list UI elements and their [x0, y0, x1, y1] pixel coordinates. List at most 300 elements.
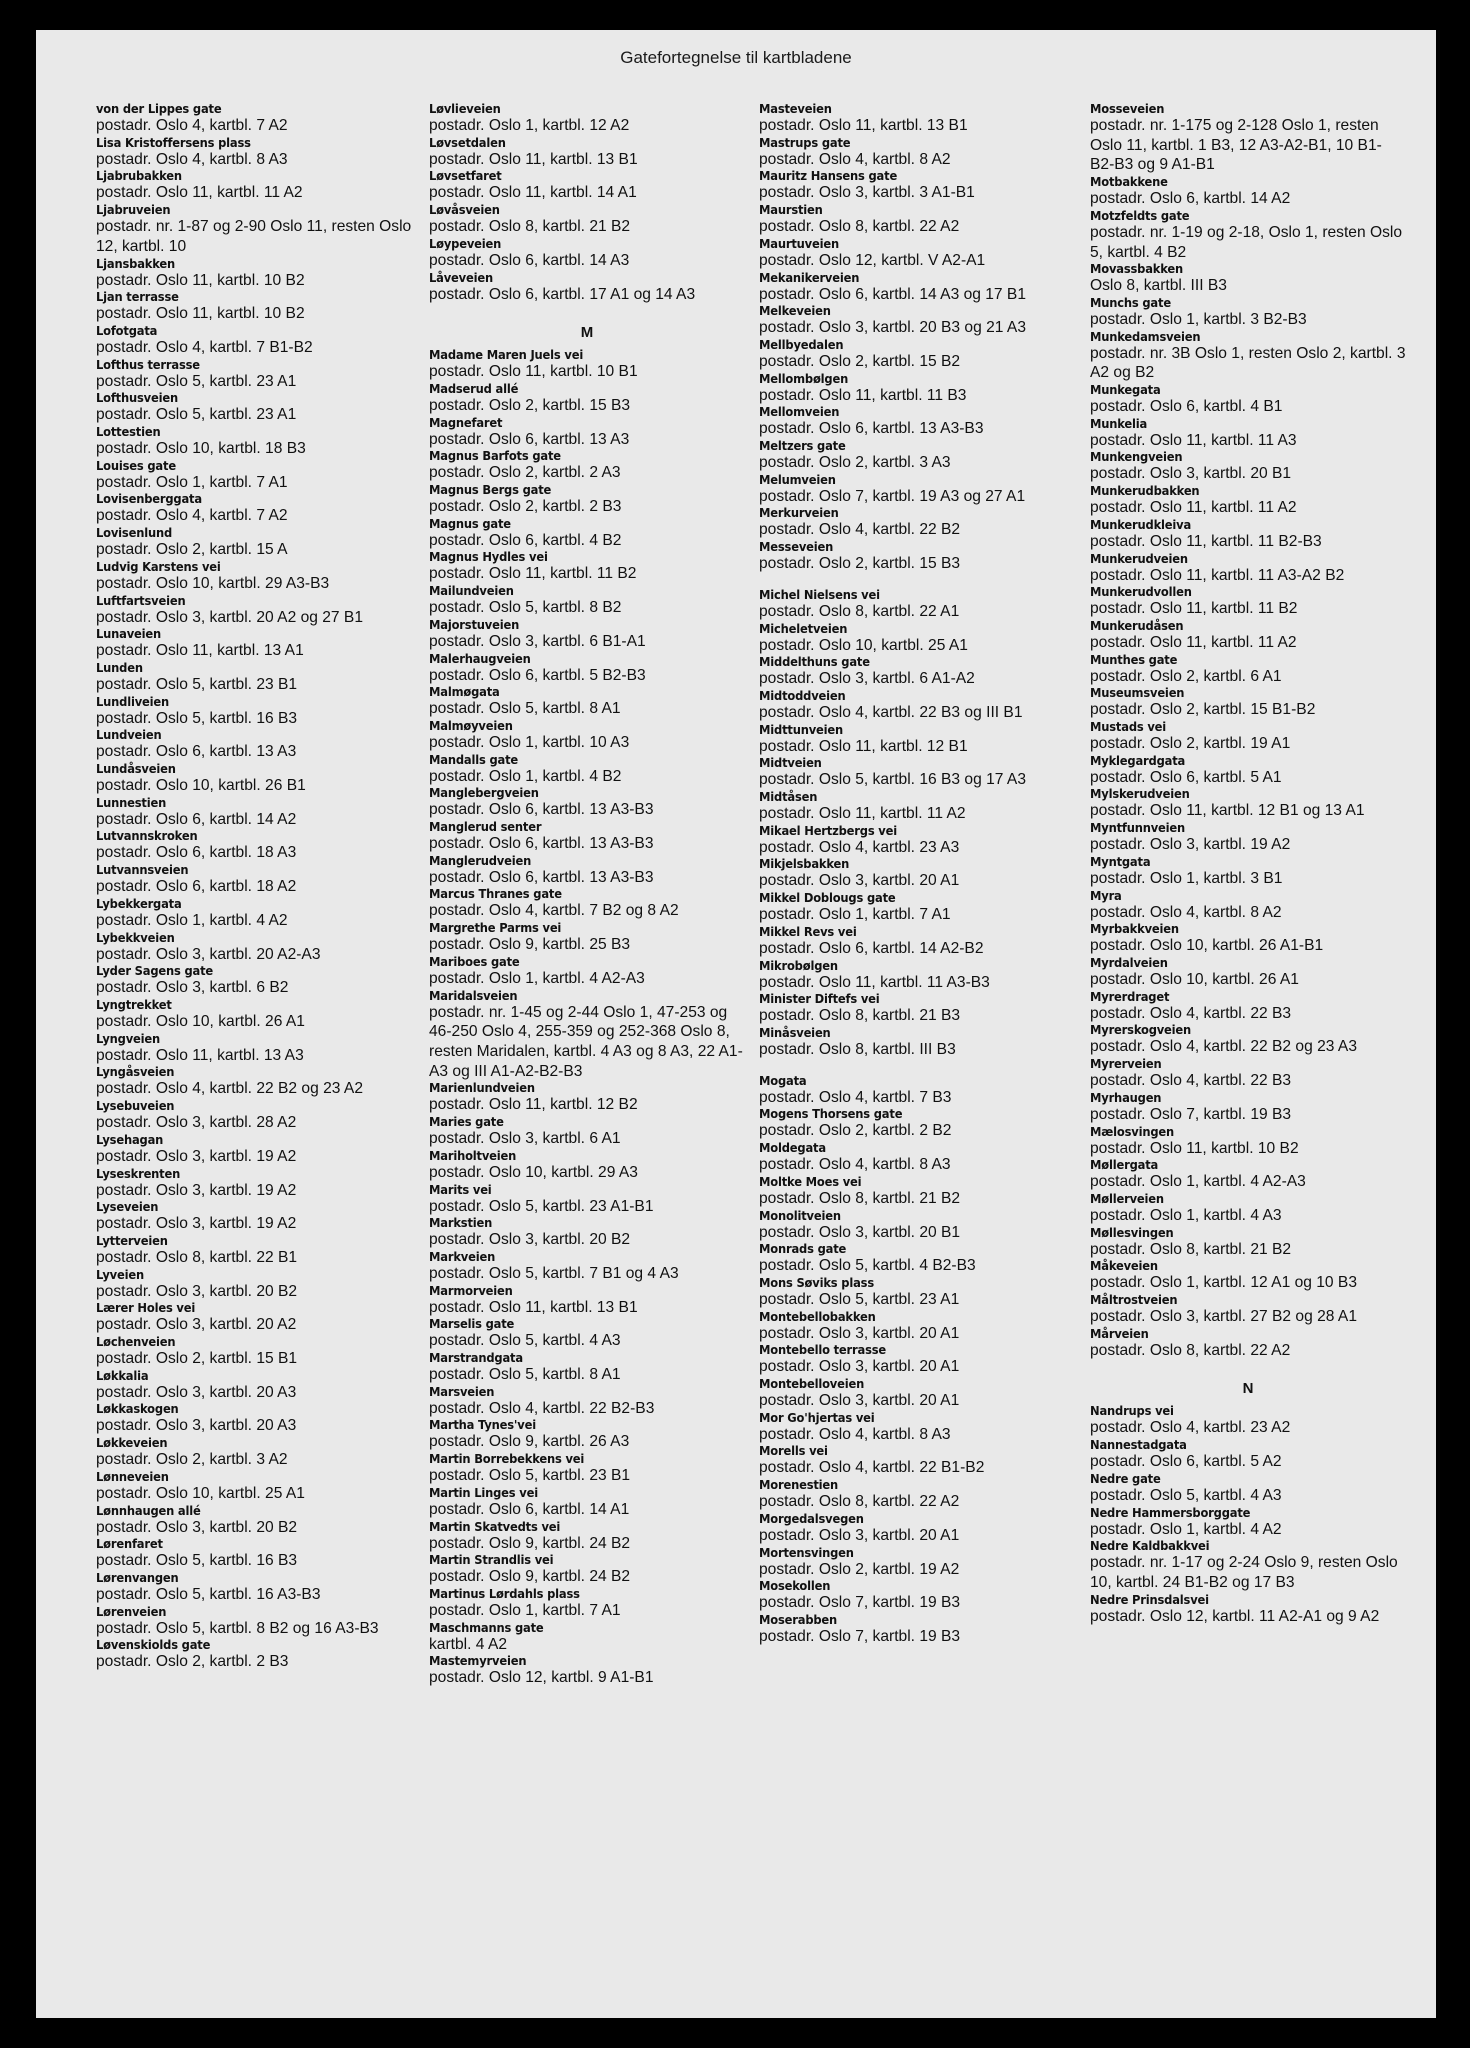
- street-entry: [759, 1175, 1075, 1209]
- street-address: postadr. Oslo 11, kartbl. 11 A3-B3: [759, 973, 990, 991]
- street-name: Mikkel Revs vei: [759, 923, 857, 939]
- street-name: Mælosvingen: [1090, 1123, 1175, 1139]
- street-name: Mastrups gate: [759, 134, 851, 150]
- street-address: postadr. Oslo 2, kartbl. 15 B1: [96, 1350, 298, 1368]
- street-entry: [429, 887, 745, 921]
- street-address: postadr. Oslo 3, kartbl. 20 B1: [759, 1223, 961, 1241]
- street-address: postadr. Oslo 3, kartbl. 20 A1: [759, 1358, 960, 1376]
- street-address: postadr. Oslo 3, kartbl. 19 A2: [96, 1147, 297, 1165]
- street-name: Manglerud senter: [429, 819, 542, 835]
- street-address: postadr. Oslo 11, kartbl. 11 A2: [96, 184, 303, 202]
- street-address: postadr. Oslo 3, kartbl. 20 B1: [1090, 465, 1292, 483]
- street-address: postadr. Oslo 6, kartbl. 14 A2-B2: [759, 939, 984, 957]
- street-name: Magnus gate: [429, 515, 511, 531]
- street-entry: [1090, 855, 1406, 889]
- street-name: Lyngtrekket: [96, 996, 172, 1012]
- street-address: postadr. Oslo 11, kartbl. 13 A1: [96, 642, 304, 660]
- street-name: Lyseskrenten: [96, 1165, 181, 1181]
- street-entry: [1090, 1593, 1406, 1627]
- street-name: Masteveien: [759, 101, 832, 116]
- street-entry: [96, 1369, 412, 1403]
- street-entry: [759, 1310, 1075, 1344]
- street-entry: [429, 416, 745, 450]
- street-name: von der Lippes gate: [96, 101, 222, 116]
- street-address: postadr. Oslo 7, kartbl. 19 A3 og 27 A1: [759, 487, 1026, 505]
- street-entry: [1090, 552, 1406, 586]
- street-name: Nannestadgata: [1090, 1437, 1187, 1453]
- street-address: postadr. Oslo 1, kartbl. 7 A1: [96, 473, 288, 491]
- street-name: Motzfeldts gate: [1090, 207, 1190, 223]
- street-entry: [759, 1377, 1075, 1411]
- street-address: postadr. Oslo 5, kartbl. 8 B2: [429, 599, 622, 617]
- street-entry: [1090, 1091, 1406, 1125]
- street-entry: [759, 1343, 1075, 1377]
- street-entry: [96, 169, 412, 203]
- street-entry: [429, 449, 745, 483]
- street-entry: [1090, 821, 1406, 855]
- street-name: Lundåsveien: [96, 761, 176, 777]
- paper-sheet: [36, 30, 1436, 2018]
- street-address: postadr. nr. 1-87 og 2-90 Oslo 11, resten Oslo 12, kartbl. 10: [96, 218, 412, 255]
- street-name: Myrerveien: [1090, 1056, 1162, 1072]
- street-name: Mons Søviks plass: [759, 1274, 874, 1290]
- street-entry: [429, 517, 745, 551]
- street-address: postadr. Oslo 11, kartbl. 13 A3: [96, 1046, 304, 1064]
- street-address: postadr. Oslo 9, kartbl. 25 B3: [429, 936, 631, 954]
- street-address: postadr. Oslo 4, kartbl. 22 B2 og 23 A2: [96, 1080, 363, 1098]
- street-entry: [429, 1317, 745, 1351]
- street-entry: [429, 237, 745, 271]
- street-address: postadr. Oslo 6, kartbl. 14 A2: [1090, 190, 1291, 208]
- street-name: Magnus Bergs gate: [429, 482, 552, 498]
- street-entry: [96, 1335, 412, 1369]
- street-name: Lyveien: [96, 1266, 144, 1282]
- street-entry: [759, 588, 1075, 622]
- street-name: Munkerudbakken: [1090, 483, 1200, 499]
- street-entry: [96, 594, 412, 628]
- street-name: Lærer Holes vei: [96, 1300, 196, 1316]
- street-address: postadr. Oslo 6, kartbl. 13 A3: [96, 743, 297, 761]
- street-name: Munchs gate: [1090, 294, 1171, 310]
- street-name: Magnus Hydles vei: [429, 549, 548, 565]
- street-address: postadr. Oslo 4, kartbl. 8 A2: [759, 150, 951, 168]
- street-name: Lovisenberggata: [96, 491, 202, 507]
- street-entry: [96, 425, 412, 459]
- street-entry: [1090, 1125, 1406, 1159]
- street-entry: [429, 652, 745, 686]
- street-entry: [429, 1149, 745, 1183]
- street-name: Mogens Thorsens gate: [759, 1106, 903, 1122]
- street-name: Museumsveien: [1090, 685, 1185, 701]
- street-entry: [759, 1478, 1075, 1512]
- street-name: Lisa Kristoffersens plass: [96, 134, 251, 150]
- street-entry: [1090, 518, 1406, 552]
- street-name: Mellombølgen: [759, 370, 849, 386]
- street-address: postadr. Oslo 2, kartbl. 15 B3: [429, 396, 631, 414]
- street-name: Lyngveien: [96, 1030, 161, 1046]
- street-name: Mellbyedalen: [759, 336, 844, 352]
- street-address: postadr. Oslo 2, kartbl. 15 B3: [759, 555, 961, 573]
- street-name: Ljan terrasse: [96, 289, 179, 305]
- street-address: postadr. Oslo 10, kartbl. 26 A1-B1: [1090, 937, 1324, 955]
- street-address: postadr. Oslo 2, kartbl. 2 A3: [429, 464, 621, 482]
- street-name: Lunden: [96, 659, 143, 675]
- street-name: Majorstuveien: [429, 616, 520, 632]
- street-entry: [429, 348, 745, 382]
- street-name: Myntgata: [1090, 853, 1151, 869]
- street-name: Moldegata: [759, 1140, 826, 1156]
- street-address: postadr. Oslo 5, kartbl. 4 A3: [1090, 1486, 1282, 1504]
- street-name: Lovisenlund: [96, 525, 173, 541]
- street-entry: [429, 618, 745, 652]
- street-name: Låveveien: [429, 269, 493, 285]
- street-name: Maurtuveien: [759, 235, 839, 251]
- street-address: postadr. Oslo 8, kartbl. 21 B2: [1090, 1240, 1292, 1258]
- street-name: Lutvannsveien: [96, 862, 189, 878]
- street-address: postadr. Oslo 6, kartbl. 5 B2-B3: [429, 666, 646, 684]
- street-entry: [759, 1444, 1075, 1478]
- street-name: Mariholtveien: [429, 1147, 517, 1163]
- index-column-4: [1090, 102, 1406, 1626]
- street-name: Maschmanns gate: [429, 1619, 544, 1635]
- street-address: postadr. Oslo 3, kartbl. 6 B1-A1: [429, 632, 646, 650]
- street-address: postadr. Oslo 4, kartbl. 22 B2: [759, 521, 961, 539]
- street-address: postadr. Oslo 1, kartbl. 3 B1: [1090, 869, 1283, 887]
- street-entry: [1090, 1057, 1406, 1091]
- street-entry: [1090, 1226, 1406, 1260]
- street-entry: [429, 1486, 745, 1520]
- street-entry: [96, 1571, 412, 1605]
- street-name: Munkelia: [1090, 415, 1148, 431]
- street-name: Mandalls gate: [429, 751, 519, 767]
- street-entry: [759, 1276, 1075, 1310]
- street-address: postadr. Oslo 7, kartbl. 19 B3: [1090, 1105, 1292, 1123]
- street-name: Midtåsen: [759, 789, 818, 805]
- street-name: Mårveien: [1090, 1325, 1149, 1341]
- street-name: Midtveien: [759, 755, 822, 771]
- street-entry: [1090, 296, 1406, 330]
- street-entry: [96, 1065, 412, 1099]
- street-entry: [759, 1512, 1075, 1546]
- street-name: Lunaveien: [96, 626, 162, 642]
- street-entry: [1090, 1472, 1406, 1506]
- street-name: Løkkalia: [96, 1367, 149, 1383]
- street-name: Myrerdraget: [1090, 988, 1170, 1004]
- street-entry: [429, 1115, 745, 1149]
- street-address: postadr. Oslo 10, kartbl. 18 B3: [96, 440, 306, 458]
- street-address: postadr. Oslo 3, kartbl. 28 A2: [96, 1114, 297, 1132]
- street-address: postadr. Oslo 1, kartbl. 7 A1: [759, 906, 951, 924]
- street-name: Lunnestien: [96, 794, 167, 810]
- street-name: Messeveien: [759, 539, 834, 555]
- street-address: postadr. Oslo 5, kartbl. 23 B1: [429, 1467, 631, 1485]
- street-name: Løvsetdalen: [429, 134, 506, 150]
- street-name: Munkerudveien: [1090, 550, 1188, 566]
- street-entry: [759, 857, 1075, 891]
- street-name: Lyder Sagens gate: [96, 963, 214, 979]
- street-entry: [429, 1385, 745, 1419]
- street-entry: [1090, 956, 1406, 990]
- street-entry: [429, 753, 745, 787]
- street-address: postadr. Oslo 11, kartbl. 11 A3: [1090, 431, 1297, 449]
- street-name: Magnefaret: [429, 414, 503, 430]
- street-name: Mailundveien: [429, 583, 514, 599]
- street-address: postadr. Oslo 4, kartbl. 7 A2: [96, 117, 288, 134]
- street-name: Mikkel Doblougs gate: [759, 890, 896, 906]
- street-entry: [759, 891, 1075, 925]
- street-address: postadr. Oslo 5, kartbl. 8 A1: [429, 1366, 621, 1384]
- street-entry: [1090, 417, 1406, 451]
- street-name: Meltzers gate: [759, 438, 846, 454]
- street-address: postadr. Oslo 11, kartbl. 10 B2: [96, 271, 305, 289]
- street-entry: [429, 1250, 745, 1284]
- street-entry: [96, 102, 412, 136]
- street-entry: [759, 622, 1075, 656]
- street-entry: [1090, 450, 1406, 484]
- street-name: Myrerskogveien: [1090, 1022, 1192, 1038]
- street-entry: [96, 1504, 412, 1538]
- street-address: postadr. Oslo 5, kartbl. 23 A1: [96, 372, 297, 390]
- street-entry: [429, 820, 745, 854]
- street-address: postadr. Oslo 6, kartbl. 18 A3: [96, 844, 297, 862]
- street-entry: [1090, 1158, 1406, 1192]
- street-address: postadr. nr. 1-19 og 2-18, Oslo 1, resten Oslo 5, kartbl. 4 B2: [1090, 223, 1403, 261]
- street-address: postadr. Oslo 5, kartbl. 4 A3: [429, 1332, 621, 1350]
- street-address: postadr. Oslo 12, kartbl. 11 A2-A1 og 9 A2: [1090, 1607, 1380, 1625]
- street-entry: [96, 560, 412, 594]
- street-entry: [96, 1234, 412, 1268]
- street-entry: [429, 1216, 745, 1250]
- street-entry: [96, 1268, 412, 1302]
- street-name: Morenestien: [759, 1477, 839, 1493]
- street-entry: [759, 271, 1075, 305]
- street-entry: [759, 102, 1075, 136]
- street-entry: [96, 1167, 412, 1201]
- street-address: postadr. Oslo 5, kartbl. 23 A1: [759, 1290, 960, 1308]
- street-entry: [1090, 653, 1406, 687]
- street-name: Marits vei: [429, 1181, 492, 1197]
- street-entry: [759, 1141, 1075, 1175]
- street-address: postadr. Oslo 3, kartbl. 20 A2: [96, 1316, 297, 1334]
- street-name: Lybekkveien: [96, 929, 175, 945]
- street-address: postadr. Oslo 9, kartbl. 26 A3: [429, 1433, 630, 1451]
- street-entry: [1090, 686, 1406, 720]
- street-name: Malerhaugveien: [429, 650, 531, 666]
- street-entry: [429, 169, 745, 203]
- street-name: Montebellobakken: [759, 1308, 876, 1324]
- street-address: postadr. Oslo 4, kartbl. 22 B1-B2: [759, 1459, 985, 1477]
- street-name: Lybekkergata: [96, 895, 182, 911]
- street-name: Martha Tynes'vei: [429, 1417, 536, 1433]
- street-address: postadr. Oslo 11, kartbl. 13 B1: [429, 1298, 638, 1316]
- street-address: postadr. Oslo 3, kartbl. 20 B3 og 21 A3: [759, 319, 1026, 337]
- street-name: Måkeveien: [1090, 1258, 1158, 1274]
- street-name: Munkerudåsen: [1090, 617, 1184, 633]
- street-entry: [1090, 102, 1406, 175]
- street-name: Myntfunnveien: [1090, 820, 1186, 836]
- street-address: postadr. Oslo 4, kartbl. 23 A2: [1090, 1419, 1291, 1437]
- street-address: postadr. Oslo 3, kartbl. 3 A1-B1: [759, 184, 975, 202]
- street-entry: [759, 169, 1075, 203]
- street-name: Mor Go'hjertas vei: [759, 1409, 875, 1425]
- street-entry: [759, 1074, 1075, 1108]
- street-entry: [1090, 1259, 1406, 1293]
- street-address: postadr. Oslo 6, kartbl. 5 A2: [1090, 1453, 1282, 1471]
- street-name: Lysebuveien: [96, 1098, 175, 1114]
- street-entry: [429, 1621, 745, 1655]
- street-address: postadr. Oslo 9, kartbl. 24 B2: [429, 1534, 631, 1552]
- street-entry: [759, 1107, 1075, 1141]
- section-letter: M: [580, 324, 594, 342]
- street-entry: [1090, 1192, 1406, 1226]
- street-entry: [429, 271, 745, 305]
- street-entry: [759, 723, 1075, 757]
- street-name: Marselis gate: [429, 1316, 515, 1332]
- street-entry: [1090, 720, 1406, 754]
- street-name: Møllesvingen: [1090, 1224, 1174, 1240]
- street-name: Ljabrubakken: [96, 168, 182, 184]
- street-name: Madserud allé: [429, 380, 519, 396]
- street-address: postadr. Oslo 4, kartbl. 7 B2 og 8 A2: [429, 902, 679, 920]
- street-name: Marstrandgata: [429, 1350, 523, 1366]
- street-address: postadr. Oslo 4, kartbl. 7 B1-B2: [96, 338, 313, 356]
- street-entry: [1090, 1327, 1406, 1361]
- street-entry: [1090, 209, 1406, 262]
- street-address: postadr. Oslo 3, kartbl. 19 A2: [96, 1215, 297, 1233]
- street-name: Møllerveien: [1090, 1190, 1164, 1206]
- street-name: Monrads gate: [759, 1241, 847, 1257]
- street-address: postadr. Oslo 11, kartbl. 10 B2: [1090, 1139, 1299, 1157]
- street-entry: [429, 955, 745, 989]
- street-address: postadr. Oslo 5, kartbl. 16 B3: [96, 709, 298, 727]
- street-address: postadr. Oslo 4, kartbl. 22 B3: [1090, 1004, 1292, 1022]
- street-name: Lysehagan: [96, 1131, 164, 1147]
- street-entry: [429, 1520, 745, 1554]
- street-address: postadr. Oslo 3, kartbl. 6 A1-A2: [759, 670, 975, 688]
- street-address: postadr. Oslo 12, kartbl. V A2-A1: [759, 251, 986, 269]
- street-name: Mustads vei: [1090, 719, 1167, 735]
- street-entry: [429, 854, 745, 888]
- street-address: postadr. Oslo 4, kartbl. 22 B3: [1090, 1072, 1292, 1090]
- street-name: Myrdalveien: [1090, 954, 1168, 970]
- street-address: postadr. Oslo 5, kartbl. 23 A1-B1: [429, 1197, 654, 1215]
- street-address: postadr. Oslo 2, kartbl. 19 A2: [759, 1560, 960, 1578]
- street-entry: [1090, 383, 1406, 417]
- street-entry: [429, 685, 745, 719]
- street-name: Malmøyveien: [429, 717, 513, 733]
- street-address: postadr. Oslo 4, kartbl. 8 A3: [96, 150, 288, 168]
- street-address: postadr. Oslo 11, kartbl. 13 B1: [429, 150, 638, 168]
- street-name: Mikrobølgen: [759, 957, 838, 973]
- street-name: Løypeveien: [429, 235, 502, 251]
- street-name: Lyngåsveien: [96, 1064, 175, 1080]
- street-address: postadr. Oslo 3, kartbl. 20 A1: [759, 1324, 960, 1342]
- street-name: Martin Borrebekkens vei: [429, 1451, 585, 1467]
- street-entry: [759, 824, 1075, 858]
- street-entry: [759, 1546, 1075, 1580]
- street-name: Montebelloveien: [759, 1376, 865, 1392]
- street-address: postadr. Oslo 8, kartbl. 21 B3: [759, 1007, 961, 1025]
- street-entry: [429, 989, 745, 1082]
- street-entry: [1090, 619, 1406, 653]
- street-entry: [96, 526, 412, 560]
- street-address: postadr. Oslo 3, kartbl. 20 A1: [759, 872, 960, 890]
- street-entry: [759, 237, 1075, 271]
- street-entry: [429, 1452, 745, 1486]
- street-name: Michel Nielsens vei: [759, 586, 880, 602]
- street-entry: [96, 1638, 412, 1672]
- street-entry: [759, 1242, 1075, 1276]
- street-address: postadr. Oslo 11, kartbl. 11 B3: [759, 386, 967, 404]
- street-entry: [1090, 990, 1406, 1024]
- street-address: postadr. Oslo 1, kartbl. 3 B2-B3: [1090, 310, 1307, 328]
- street-entry: [1090, 262, 1406, 296]
- street-address: postadr. nr. 1-175 og 2-128 Oslo 1, resten Oslo 11, kartbl. 1 B3, 12 A3-A2-B1, 10 B1-B2-B3 og 9 A1-B1: [1090, 117, 1382, 174]
- street-address: postadr. Oslo 3, kartbl. 27 B2 og 28 A1: [1090, 1308, 1357, 1326]
- street-entry: [759, 1613, 1075, 1647]
- street-entry: [429, 1553, 745, 1587]
- street-entry: [96, 1537, 412, 1571]
- street-entry: [759, 136, 1075, 170]
- street-address: postadr. Oslo 2, kartbl. 3 A2: [96, 1451, 288, 1469]
- street-name: Mylskerudveien: [1090, 786, 1190, 802]
- street-entry: [1090, 1539, 1406, 1592]
- street-address: postadr. Oslo 7, kartbl. 19 B3: [759, 1627, 961, 1645]
- street-name: Manglerudveien: [429, 852, 532, 868]
- street-entry: [96, 459, 412, 493]
- street-entry: [429, 1654, 745, 1688]
- street-name: Møllergata: [1090, 1157, 1159, 1173]
- street-address: postadr. Oslo 2, kartbl. 15 A: [96, 541, 288, 559]
- street-address: postadr. Oslo 8, kartbl. III B3: [759, 1040, 956, 1058]
- street-name: Morells vei: [759, 1443, 828, 1459]
- street-address: postadr. Oslo 11, kartbl. 11 A2: [1090, 633, 1297, 651]
- street-name: Lørenvangen: [96, 1569, 179, 1585]
- street-address: postadr. Oslo 3, kartbl. 6 B2: [96, 979, 289, 997]
- street-entry: [759, 1209, 1075, 1243]
- index-column-2: [429, 102, 745, 1688]
- street-name: Lofotgata: [96, 322, 158, 338]
- street-entry: [759, 203, 1075, 237]
- street-name: Margrethe Parms vei: [429, 920, 562, 936]
- street-entry: [96, 695, 412, 729]
- street-address: postadr. Oslo 5, kartbl. 16 A3-B3: [96, 1585, 321, 1603]
- street-name: Morgedalsvegen: [759, 1510, 864, 1526]
- street-address: postadr. Oslo 10, kartbl. 29 A3: [429, 1163, 638, 1181]
- street-entry: [429, 550, 745, 584]
- street-entry: [1090, 922, 1406, 956]
- street-entry: [759, 304, 1075, 338]
- street-address: postadr. Oslo 5, kartbl. 16 B3 og 17 A3: [759, 771, 1026, 789]
- street-entry: [759, 540, 1075, 574]
- street-entry: [759, 790, 1075, 824]
- street-name: Mosseveien: [1090, 101, 1165, 116]
- street-entry: [96, 931, 412, 965]
- street-address: postadr. Oslo 10, kartbl. 26 B1: [96, 777, 306, 795]
- street-address: postadr. Oslo 6, kartbl. 14 A2: [96, 810, 297, 828]
- street-name: Lutvannskroken: [96, 828, 198, 844]
- street-name: Mariboes gate: [429, 953, 520, 969]
- street-entry: [429, 786, 745, 820]
- street-address: postadr. Oslo 1, kartbl. 4 A2: [1090, 1520, 1282, 1538]
- street-name: Melkeveien: [759, 303, 831, 319]
- street-name: Marsveien: [429, 1383, 495, 1399]
- street-address: postadr. Oslo 8, kartbl. 22 A1: [759, 602, 960, 620]
- street-name: Marienlundveien: [429, 1080, 535, 1096]
- street-address: postadr. Oslo 3, kartbl. 20 A3: [96, 1417, 297, 1435]
- street-entry: [96, 391, 412, 425]
- street-name: Mellomveien: [759, 404, 840, 420]
